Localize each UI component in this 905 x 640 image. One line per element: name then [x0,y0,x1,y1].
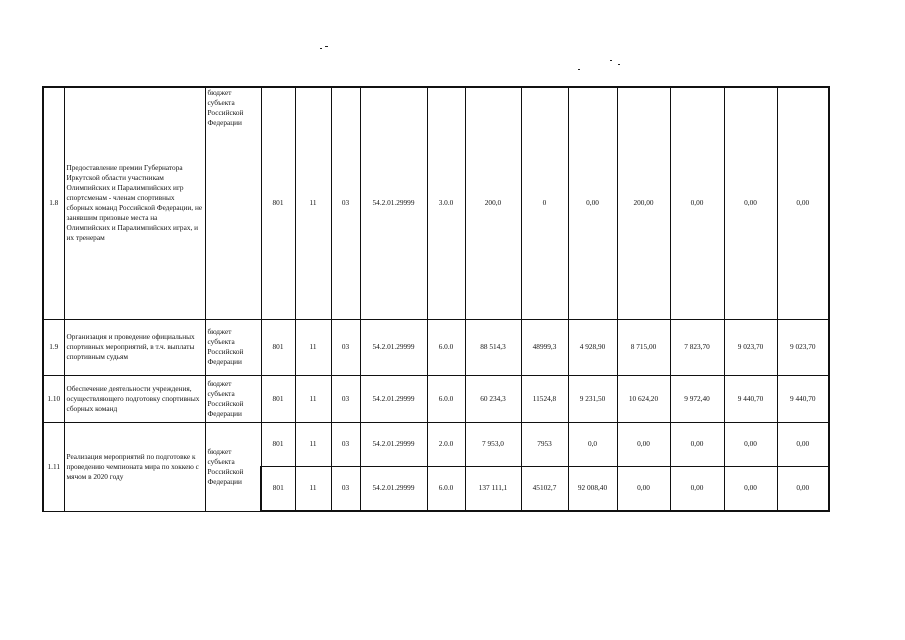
amount-year: 0,00 [617,466,670,511]
grbs-code: 801 [261,422,295,466]
scan-speck [320,48,322,49]
amount-year: 4 928,90 [568,319,617,375]
expense-type-code: 6.0.0 [427,319,465,375]
target-article-code: 54.2.01.29999 [360,422,427,466]
activity-name: Организация и проведение официальных спортивных мероприятий, в т.ч. выплаты спортивным судьям [64,319,205,375]
amount-year: 0,00 [724,466,777,511]
amount-year: 0,00 [777,87,829,319]
amount-year: 0 [521,87,568,319]
section-code: 11 [295,422,331,466]
expense-type-code: 2.0.0 [427,422,465,466]
amount-year: 0,00 [670,87,724,319]
table-row [43,375,829,422]
scan-speck [325,46,328,47]
amount-year: 9 023,70 [724,319,777,375]
target-article-code: 54.2.01.29999 [360,319,427,375]
funding-source: бюджет субъекта Российской Федерации [205,375,261,422]
activity-name: Реализация мероприятий по подготовке к проведению чемпионата мира по хоккею с мячом в 2020 году [64,422,205,511]
expense-type-code: 6.0.0 [427,375,465,422]
subsection-code: 03 [331,87,360,319]
amount-total: 60 234,3 [465,375,521,422]
scan-speck [618,64,620,65]
amount-year: 0,0 [568,422,617,466]
activity-name: Предоставление премии Губернатора Иркутской области участникам Олимпийских и Паралимпийских игр спортсменам - членам спортивных сборных команд Российской Федерации, не занявшим призовые места на Олимпийских и Паралимпийских играх, и их тренерам [64,87,205,319]
subsection-code: 03 [331,375,360,422]
grbs-code: 801 [261,466,295,511]
amount-year: 45102,7 [521,466,568,511]
grbs-code: 801 [261,319,295,375]
amount-total: 88 514,3 [465,319,521,375]
amount-year: 7 823,70 [670,319,724,375]
section-code: 11 [295,87,331,319]
target-article-code: 54.2.01.29999 [360,375,427,422]
amount-year: 0,00 [777,422,829,466]
table-row [43,422,829,466]
amount-year: 0,00 [724,422,777,466]
target-article-code: 54.2.01.29999 [360,87,427,319]
budget-table [42,86,830,512]
section-code: 11 [295,375,331,422]
amount-total: 137 111,1 [465,466,521,511]
section-code: 11 [295,466,331,511]
amount-year: 0,00 [670,422,724,466]
amount-year: 11524,8 [521,375,568,422]
amount-year: 9 440,70 [777,375,829,422]
funding-source: бюджет субъекта Российской Федерации [205,422,261,511]
amount-year: 0,00 [777,466,829,511]
amount-year: 0,00 [617,422,670,466]
amount-year: 8 715,00 [617,319,670,375]
row-number: 1.11 [43,422,64,511]
row-number: 1.10 [43,375,64,422]
row-number: 1.9 [43,319,64,375]
amount-total: 7 953,0 [465,422,521,466]
amount-total: 200,0 [465,87,521,319]
amount-year: 9 231,50 [568,375,617,422]
amount-year: 48999,3 [521,319,568,375]
table-row [43,87,829,319]
amount-year: 7953 [521,422,568,466]
table-row [43,319,829,375]
funding-source: бюджет субъекта Российской Федерации [205,319,261,375]
activity-name: Обеспечение деятельности учреждения, осуществляющего подготовку спортивных сборных команд [64,375,205,422]
amount-year: 9 023,70 [777,319,829,375]
expense-type-code: 3.0.0 [427,87,465,319]
scan-speck [578,69,580,70]
expense-type-code: 6.0.0 [427,466,465,511]
amount-year: 10 624,20 [617,375,670,422]
grbs-code: 801 [261,375,295,422]
amount-year: 0,00 [568,87,617,319]
section-code: 11 [295,319,331,375]
target-article-code: 54.2.01.29999 [360,466,427,511]
amount-year: 92 008,40 [568,466,617,511]
scan-speck [610,60,612,61]
funding-source: бюджет субъекта Российской Федерации [205,87,261,319]
row-number: 1.8 [43,87,64,319]
amount-year: 9 440,70 [724,375,777,422]
subsection-code: 03 [331,422,360,466]
amount-year: 0,00 [670,466,724,511]
subsection-code: 03 [331,319,360,375]
amount-year: 9 972,40 [670,375,724,422]
amount-year: 200,00 [617,87,670,319]
grbs-code: 801 [261,87,295,319]
amount-year: 0,00 [724,87,777,319]
subsection-code: 03 [331,466,360,511]
